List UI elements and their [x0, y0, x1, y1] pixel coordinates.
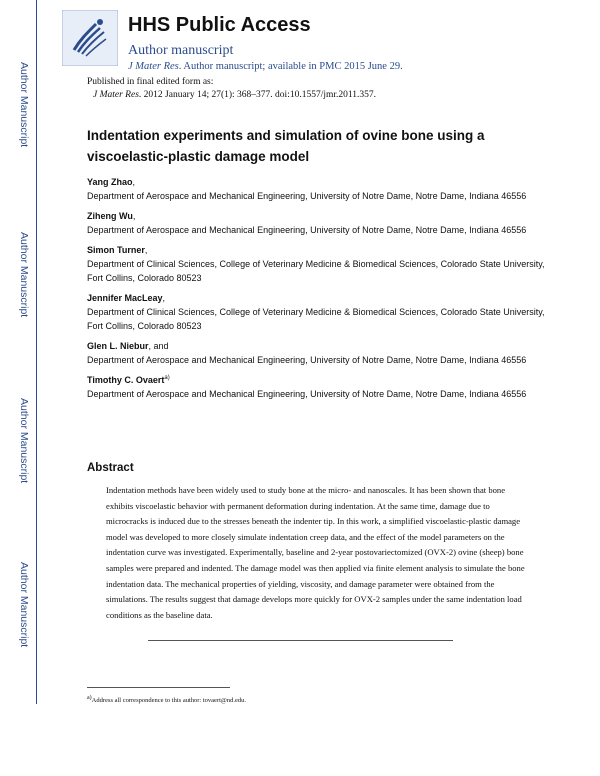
author-name: Jennifer MacLeay — [87, 293, 163, 303]
author-entry — [87, 175, 557, 203]
author-separator: , — [132, 177, 136, 187]
footnote — [87, 694, 247, 704]
citation-line — [87, 90, 376, 100]
availability-line — [128, 61, 403, 72]
hhs-eagle-logo-icon — [62, 10, 118, 66]
author-affiliation: Department of Aerospace and Mechanical Engineering, University of Notre Dame, Notre Dame, Indiana 46556 — [87, 355, 527, 365]
author-separator: , — [162, 293, 166, 303]
author-entry — [87, 373, 557, 401]
author-manuscript-sidebar — [0, 0, 36, 700]
sidebar-label: Author Manuscript — [18, 62, 30, 148]
sidebar-label: Author Manuscript — [18, 398, 30, 484]
citation-text: . 2012 January 14; 27(1): 368–377. doi:10.1557/jmr.2011.357. — [138, 90, 377, 100]
author-affiliation: Department of Aerospace and Mechanical Engineering, University of Notre Dame, Notre Dame, Indiana 46556 — [87, 389, 527, 399]
abstract-text: Indentation methods have been widely used to study bone at the micro- and nanoscales. It has been shown that bone exhibits viscoelastic behavior with permanent deformation during indentation. At the same time, damage due to microcracks is induced due to the stresses beneath the indenter tip. In this work, a simplified viscoelastic-plastic damage model was developed to more closely simulate indentation creep data, and the effect of the model parameters on the indentation curve was investigated. Experimentally, baseline and 2-year postovariectomized (OVX-2) ovine (sheep) bone samples were prepared and indented. The damage model was then applied via finite element analysis to simulate the bone indentation data. The mechanical properties of yielding, viscosity, and damage parameter were obtained from the simulations. The results suggest that damage develops more quickly for OVX-2 samples under the same indentation load conditions as the baseline data. — [106, 485, 525, 620]
journal-name: J Mater Res — [128, 61, 179, 72]
author-name: Glen L. Niebur — [87, 341, 149, 351]
abstract-divider — [148, 640, 453, 641]
citation-journal: J Mater Res — [93, 90, 139, 100]
author-affiliation: Department of Aerospace and Mechanical Engineering, University of Notre Dame, Notre Dame, Indiana 46556 — [87, 191, 527, 201]
author-separator: , and — [148, 341, 169, 351]
author-entry — [87, 291, 557, 333]
author-name: Timothy C. Ovaert — [87, 375, 165, 385]
author-entry — [87, 339, 557, 367]
author-list — [87, 175, 557, 407]
footnote-marker: a) — [87, 694, 92, 701]
hhs-header — [62, 10, 562, 70]
brand-title: HHS Public Access — [128, 14, 311, 36]
author-separator: , — [132, 211, 136, 221]
brand-subtitle: Author manuscript — [128, 43, 234, 58]
author-affiliation: Department of Clinical Sciences, College of Veterinary Medicine & Biomedical Sciences, Colorado State University, Fort Collins, Colorado 80523 — [87, 259, 545, 283]
sidebar-label: Author Manuscript — [18, 562, 30, 648]
author-name: Yang Zhao — [87, 177, 133, 187]
author-separator: , — [144, 245, 148, 255]
publication-info — [87, 77, 376, 100]
author-name: Simon Turner — [87, 245, 145, 255]
abstract-heading: Abstract — [87, 462, 134, 474]
sidebar-label: Author Manuscript — [18, 232, 30, 318]
footnote-divider — [87, 687, 230, 688]
author-name: Ziheng Wu — [87, 211, 133, 221]
author-entry — [87, 243, 557, 285]
correspondence-marker[interactable]: a) — [164, 375, 170, 381]
author-affiliation: Department of Aerospace and Mechanical Engineering, University of Notre Dame, Notre Dame, Indiana 46556 — [87, 225, 527, 235]
footnote-text: Address all correspondence to this author: tovaert@nd.edu. — [91, 697, 247, 704]
sidebar-divider — [36, 0, 37, 704]
published-label: Published in final edited form as: — [87, 77, 214, 87]
author-entry — [87, 209, 557, 237]
availability-text: . Author manuscript; available in PMC 2015 June 29. — [178, 61, 403, 72]
author-affiliation: Department of Clinical Sciences, College of Veterinary Medicine & Biomedical Sciences, Colorado State University, Fort Collins, Colorado 80523 — [87, 307, 545, 331]
article-title: Indentation experiments and simulation of ovine bone using a viscoelastic-plastic damage model — [87, 128, 485, 164]
